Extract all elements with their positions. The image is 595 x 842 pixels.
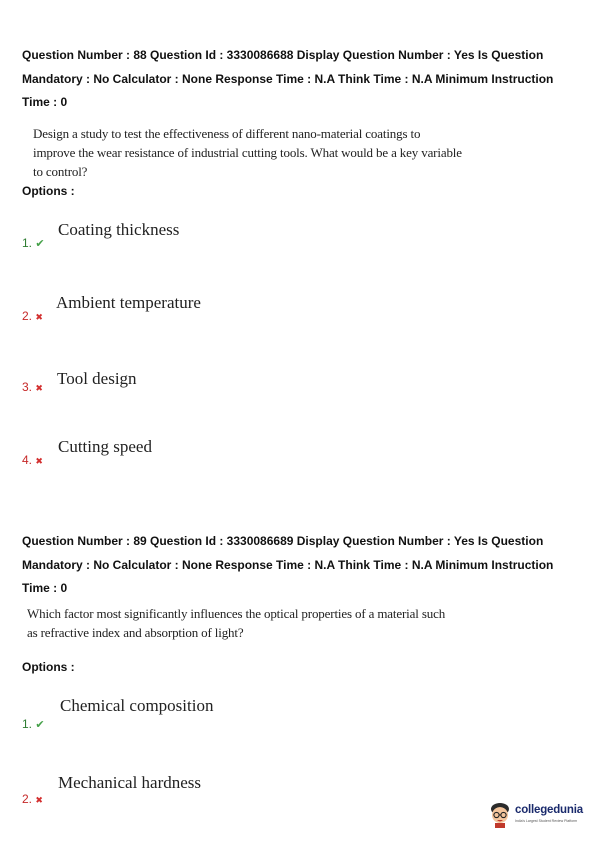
question-meta: Question Number : 88 Question Id : 3330086688 Display Question Number : Yes Is Question Mandatory : No Calculator : None Response Time : N.A Think Time : N.A Minimum Instruction Time : 0 bbox=[22, 48, 554, 109]
logo-wordmark: collegedunia bbox=[515, 804, 583, 816]
logo-tagline: India's Largest Student Review Platform bbox=[515, 819, 578, 823]
option-88-2 bbox=[22, 293, 422, 333]
question-88-block bbox=[22, 44, 582, 115]
option-88-1 bbox=[22, 220, 422, 260]
option-89-2 bbox=[22, 773, 422, 813]
question-text: Which factor most significantly influences the optical properties of a material such as refractive index and absorption of light? bbox=[27, 606, 446, 640]
cross-icon: ✖ bbox=[35, 456, 43, 466]
option-number: 2. ✖ bbox=[22, 792, 43, 806]
option-text: Ambient temperature bbox=[56, 293, 201, 312]
check-icon: ✔ bbox=[35, 719, 45, 731]
options-label-89 bbox=[22, 660, 582, 674]
collegedunia-logo bbox=[488, 798, 588, 834]
options-label-88 bbox=[22, 184, 582, 198]
option-number: 3. ✖ bbox=[22, 380, 43, 394]
options-label: Options : bbox=[22, 660, 75, 674]
option-text: Mechanical hardness bbox=[58, 773, 202, 792]
option-text: Coating thickness bbox=[58, 220, 180, 239]
option-number: 1. ✔ bbox=[22, 236, 45, 250]
option-text: Cutting speed bbox=[58, 437, 152, 456]
option-number: 2. ✖ bbox=[22, 309, 43, 323]
option-text: Tool design bbox=[57, 369, 137, 388]
option-88-4 bbox=[22, 437, 422, 477]
options-label: Options : bbox=[22, 184, 75, 198]
question-text: Design a study to test the effectiveness of different nano-material coatings to improve the wear resistance of industrial cutting tools. What would be a key variable to control? bbox=[33, 126, 462, 179]
question-88-text-block bbox=[33, 124, 463, 181]
cross-icon: ✖ bbox=[35, 383, 43, 393]
check-icon: ✔ bbox=[35, 238, 45, 250]
option-number: 1. ✔ bbox=[22, 717, 45, 731]
option-89-1 bbox=[22, 696, 422, 736]
mascot-icon bbox=[488, 800, 512, 828]
option-number: 4. ✖ bbox=[22, 453, 43, 467]
option-88-3 bbox=[22, 369, 422, 409]
cross-icon: ✖ bbox=[35, 795, 43, 805]
question-meta: Question Number : 89 Question Id : 3330086689 Display Question Number : Yes Is Question Mandatory : No Calculator : None Response Time : N.A Think Time : N.A Minimum Instruction Time : 0 bbox=[22, 534, 554, 595]
option-text: Chemical composition bbox=[60, 696, 214, 715]
question-89-block bbox=[22, 530, 582, 601]
cross-icon: ✖ bbox=[35, 312, 43, 322]
question-89-text-block bbox=[27, 604, 457, 642]
